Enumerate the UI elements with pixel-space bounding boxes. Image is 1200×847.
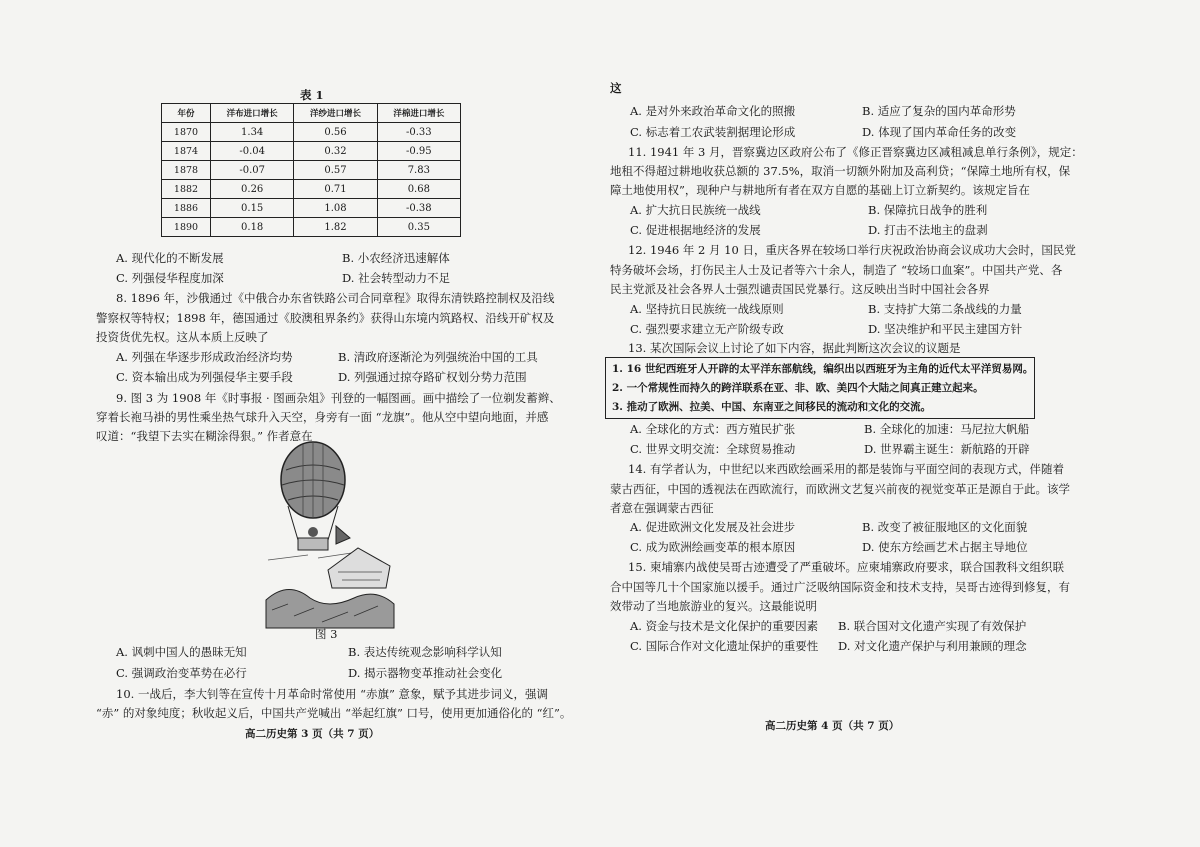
q12-stem-line2: 特务破坏会场，打伤民主人士及记者等六十余人，制造了 “较场口血案”。中国共产党、各 [610, 263, 1063, 277]
right-page [600, 0, 1200, 847]
q11-stem-line2: 地租不得超过耕地收获总额的 37.5%，取消一切额外附加及高利贷；“保障土地所有权，保 [610, 164, 1071, 178]
table-cell: 0.26 [211, 180, 294, 199]
table-cell: 1.08 [294, 199, 377, 218]
q15-option-b: B. 联合国对文化遗产实现了有效保护 [838, 619, 1027, 633]
q14-option-c: C. 成为欧洲绘画变革的根本原因 [630, 540, 796, 554]
q10-option-c: C. 标志着工农武装割据理论形成 [630, 125, 796, 139]
q13-material-line2: 2. 一个常规性而持久的跨洋联系在亚、非、欧、美四个大陆之间真正建立起来。 [612, 382, 984, 394]
table-cell: 1890 [162, 218, 211, 237]
q9-option-d: D. 揭示器物变革推动社会变化 [348, 666, 503, 680]
q10-stem-line2: “赤” 的对象纯度；秋收起义后，中国共产党喊出 “举起红旗” 口号，使用更加通俗化的 “红”。 [96, 706, 572, 720]
q9-stem-line1: 9. 图 3 为 1908 年《时事报 · 图画杂俎》刊登的一幅图画。画中描绘了一位剃发蓄辫、 [116, 391, 561, 405]
table-cell: 0.15 [211, 199, 294, 218]
q12-stem-line3: 民主党派及社会各界人士强烈谴责国民党暴行。这反映出当时中国社会各界 [610, 282, 990, 296]
q13-material-line3: 3. 推动了欧洲、拉美、中国、东南亚之间移民的流动和文化的交流。 [612, 401, 932, 413]
table-header-row [162, 104, 461, 123]
q14-stem-line3: 者意在强调蒙古西征 [610, 501, 714, 515]
q13-option-a: A. 全球化的方式：西方殖民扩张 [630, 422, 796, 436]
q11-option-d: D. 打击不法地主的盘剥 [868, 223, 988, 237]
q8-option-d: D. 列强通过掠夺路矿权划分势力范围 [338, 370, 527, 384]
q9-option-b: B. 表达传统观念影响科学认知 [348, 645, 502, 659]
table-cell: 1.34 [211, 123, 294, 142]
q14-option-a: A. 促进欧洲文化发展及社会进步 [630, 520, 796, 534]
table-cell: 1874 [162, 142, 211, 161]
q15-stem-line3: 效带动了当地旅游业的复兴。这最能说明 [610, 599, 817, 613]
q8-stem-line2: 警察权等特权；1898 年，德国通过《胶澳租界条约》获得山东境内筑路权、沿线开矿权及 [96, 311, 555, 325]
q13-material-box [605, 357, 1035, 419]
table-cell: -0.95 [377, 142, 460, 161]
table-row [162, 161, 461, 180]
q9-option-c: C. 强调政治变革势在必行 [116, 666, 247, 680]
q13-option-c: C. 世界文明交流：全球贸易推动 [630, 442, 796, 456]
q9-stem-line3: 叹道：“我望下去实在糊涂得狠。” 作者意在 [96, 429, 313, 443]
q9-option-a: A. 讽刺中国人的愚昧无知 [116, 645, 247, 659]
table-cell: -0.33 [377, 123, 460, 142]
page-footer-right: 高二历史第 4 页（共 7 页） [765, 720, 900, 732]
table-row [162, 142, 461, 161]
q13-option-b: B. 全球化的加速：马尼拉大帆船 [864, 422, 1030, 436]
page-footer-left: 高二历史第 3 页（共 7 页） [245, 728, 380, 740]
q13-option-d: D. 世界霸主诞生：新航路的开辟 [864, 442, 1030, 456]
q12-stem-line1: 12. 1946 年 2 月 10 日，重庆各界在较场口举行庆祝政治协商会议成功大会时，国民党 [628, 243, 1076, 257]
balloon-drawing [258, 440, 398, 630]
q14-option-d: D. 使东方绘画艺术占据主导地位 [862, 540, 1028, 554]
q12-option-b: B. 支持扩大第二条战线的力量 [868, 302, 1022, 316]
q15-option-a: A. 资金与技术是文化保护的重要因素 [630, 619, 819, 633]
table-cell: 1878 [162, 161, 211, 180]
table-row [162, 218, 461, 237]
table-cell: 0.71 [294, 180, 377, 199]
q7-option-d: D. 社会转型动力不足 [342, 271, 451, 285]
table-cell: 0.68 [377, 180, 460, 199]
q11-stem-line3: 障土地使用权”，现种户与耕地所有者在双方自愿的基础上订立新契约。该规定旨在 [610, 183, 1030, 197]
q8-stem-line3: 投资货优先权。这从本质上反映了 [96, 330, 269, 344]
balloon-illustration [258, 440, 398, 630]
q15-stem-line2: 合中国等几十个国家施以援手。通过广泛吸纳国际资金和技术支持，吴哥古迹得到修复，有 [610, 580, 1070, 594]
q10-option-d: D. 体现了国内革命任务的改变 [862, 125, 1017, 139]
figure-3-label: 图 3 [315, 627, 338, 641]
table-cell: -0.04 [211, 142, 294, 161]
table-row [162, 199, 461, 218]
q15-stem-line1: 15. 柬埔寨内战使吴哥古迹遭受了严重破坏。应柬埔寨政府要求，联合国教科文组织联 [628, 560, 1064, 574]
table-cell: 1882 [162, 180, 211, 199]
table-cell: 1.82 [294, 218, 377, 237]
q12-option-d: D. 坚决维护和平民主建国方针 [868, 322, 1023, 336]
q12-option-a: A. 坚持抗日民族统一战线原则 [630, 302, 784, 316]
q11-option-c: C. 促进根据地经济的发展 [630, 223, 761, 237]
table-header-yarn: 洋纱进口增长 [294, 104, 377, 123]
q11-option-b: B. 保障抗日战争的胜利 [868, 203, 988, 217]
table-cell: -0.07 [211, 161, 294, 180]
q10-option-a: A. 是对外来政治革命文化的照搬 [630, 104, 796, 118]
import-growth-table [161, 103, 461, 237]
q13-stem: 13. 某次国际会议上讨论了如下内容，据此判断这次会议的议题是 [628, 341, 961, 355]
table-cell: 7.83 [377, 161, 460, 180]
table-caption: 表 1 [300, 88, 324, 102]
q12-option-c: C. 强烈要求建立无产阶级专政 [630, 322, 784, 336]
q11-option-a: A. 扩大抗日民族统一战线 [630, 203, 761, 217]
q8-stem-line1: 8. 1896 年，沙俄通过《中俄合办东省铁路公司合同章程》取得东清铁路控制权及沿线 [116, 291, 555, 305]
q7-option-c: C. 列强侵华程度加深 [116, 271, 224, 285]
table-cell: -0.38 [377, 199, 460, 218]
q8-option-c: C. 资本输出成为列强侵华主要手段 [116, 370, 293, 384]
q8-option-a: A. 列强在华逐步形成政治经济均势 [116, 350, 293, 364]
q11-stem-line1: 11. 1941 年 3 月，晋察冀边区政府公布了《修正晋察冀边区减租减息单行条例》，规定： [628, 145, 1083, 159]
table-cell: 0.32 [294, 142, 377, 161]
table-row [162, 123, 461, 142]
q14-stem-line2: 蒙古西征，中国的透视法在西欧流行，而欧洲文艺复兴前夜的视觉变革正是源自于此。该学 [610, 482, 1070, 496]
q15-option-d: D. 对文化遗产保护与利用兼顾的理念 [838, 639, 1027, 653]
q13-material-line1: 1. 16 世纪西班牙人开辟的太平洋东部航线，编织出以西班牙为主角的近代太平洋贸易网。 [612, 363, 1034, 375]
table-row [162, 180, 461, 199]
table-cell: 0.56 [294, 123, 377, 142]
table-cell: 0.57 [294, 161, 377, 180]
table-cell: 0.35 [377, 218, 460, 237]
table-header-cloth: 洋布进口增长 [211, 104, 294, 123]
table-cell: 0.18 [211, 218, 294, 237]
table-cell: 1870 [162, 123, 211, 142]
q9-stem-line2: 穿着长袍马褂的男性乘坐热气球升入天空，身旁有一面 “龙旗”。他从空中望向地面，并感 [96, 410, 549, 424]
q14-stem-line1: 14. 有学者认为，中世纪以来西欧绘画采用的都是装饰与平面空间的表现方式，伴随着 [628, 462, 1064, 476]
q14-option-b: B. 改变了被征服地区的文化面貌 [862, 520, 1028, 534]
q10-stem-line1: 10. 一战后，李大钊等在宣传十月革命时常使用 “赤旗” 意象，赋予其进步词义，强调 [116, 687, 549, 701]
q15-option-c: C. 国际合作对文化遗址保护的重要性 [630, 639, 819, 653]
q10-option-b: B. 适应了复杂的国内革命形势 [862, 104, 1016, 118]
q7-option-a: A. 现代化的不断发展 [116, 251, 224, 265]
q8-option-b: B. 清政府逐渐沦为列强统治中国的工具 [338, 350, 538, 364]
q10-continuation: 这 [610, 81, 622, 95]
table-cell: 1886 [162, 199, 211, 218]
q7-option-b: B. 小农经济迅速解体 [342, 251, 450, 265]
table-header-cotton: 洋棉进口增长 [377, 104, 460, 123]
table-header-year: 年份 [162, 104, 211, 123]
